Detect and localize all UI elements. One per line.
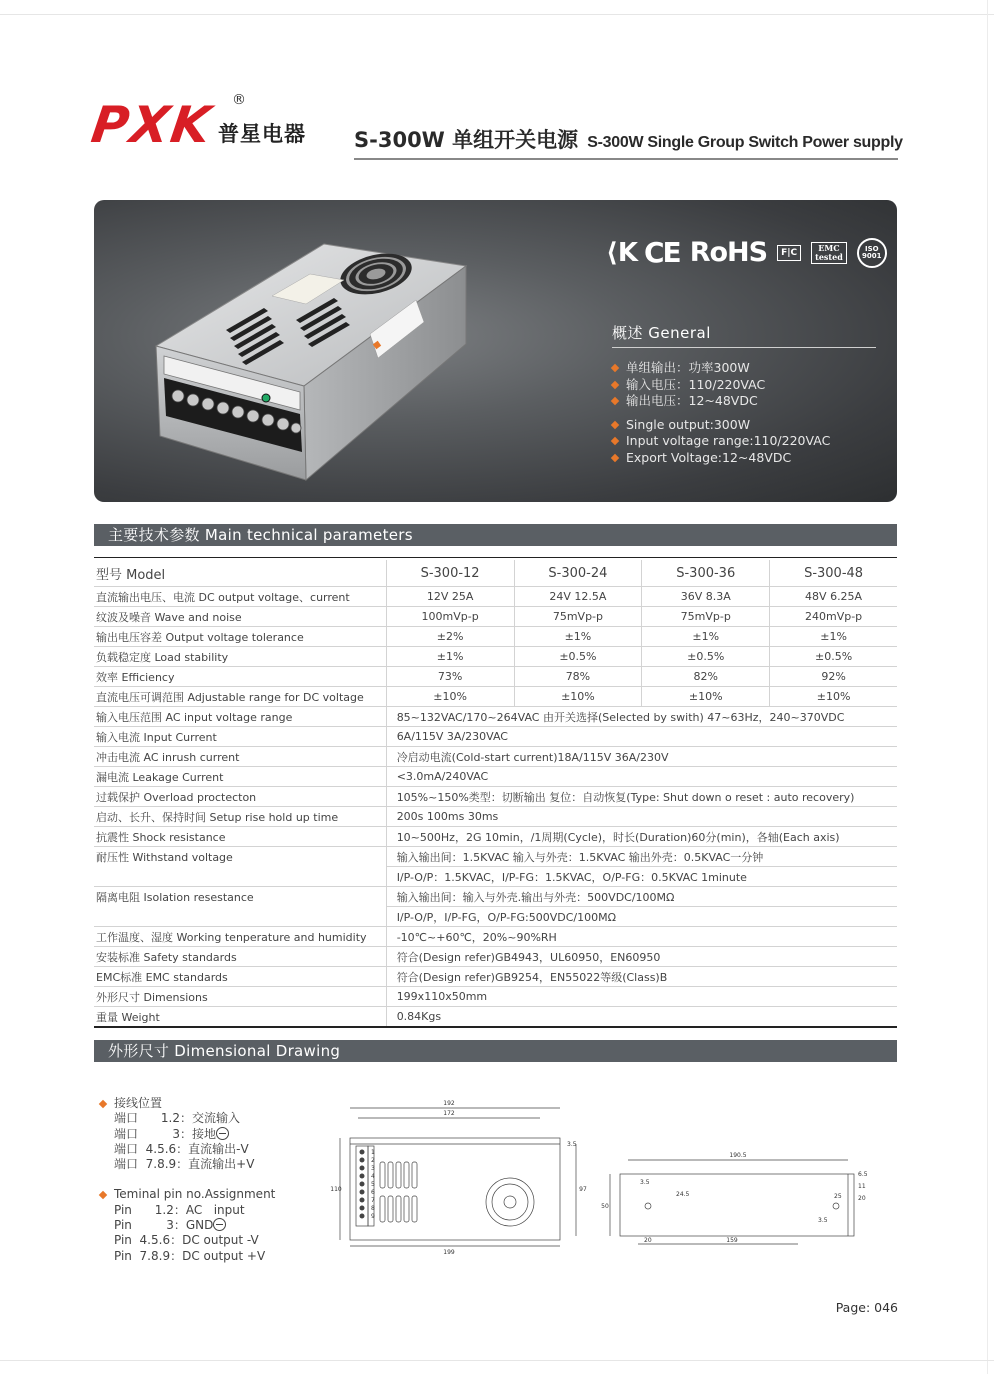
bullet-diamond-icon [611, 381, 619, 389]
param-value-cell: 10~500Hz，2G 10min，/1周期(Cycle)，时长(Duration)60分(min)，各轴(Each axis) [386, 827, 897, 847]
table-row [94, 727, 897, 747]
param-value-cell: 75mVp-p [514, 607, 642, 627]
param-label-cell: 输入电压范围 AC input voltage range [94, 707, 386, 727]
bullet-diamond-icon [99, 1191, 107, 1199]
drawing-pin-number: 4 [371, 1173, 375, 1180]
drawing-pin-number: 1 [371, 1149, 375, 1156]
table-header-row [94, 560, 897, 587]
param-label-cell: 抗震性 Shock resistance [94, 827, 386, 847]
dim-side-159: 159 [726, 1237, 738, 1244]
param-label-cell: 隔离电阻 Isolation resestance [94, 887, 386, 907]
model-name-cell: S-300-12 [386, 560, 514, 587]
general-spec-list [612, 360, 830, 466]
param-value-cell: 105%~150%类型：切断输出 复位：自动恢复(Type: Shut down o reset : auto recovery) [386, 787, 897, 807]
param-value-cell: ±1% [514, 627, 642, 647]
param-label-cell: 工作温度、湿度 Working tenperature and humidity [94, 927, 386, 947]
param-label-cell [94, 867, 386, 887]
page-title [354, 124, 903, 160]
param-label-cell: 纹波及噪音 Wave and noise [94, 607, 386, 627]
general-item-en: Single output:300W [612, 417, 830, 434]
param-label-cell: 负载稳定度 Load stability [94, 647, 386, 667]
table-row [94, 887, 897, 907]
param-value-cell: 73% [386, 667, 514, 687]
dim-length-172: 172 [443, 1110, 455, 1117]
page-title-en: S-300W Single Group Switch Power supply [587, 134, 903, 151]
param-value-cell: ±2% [386, 627, 514, 647]
param-label-cell: 外形尺寸 Dimensions [94, 987, 386, 1007]
rohs-cert-icon: RoHS [689, 237, 768, 268]
bullet-diamond-icon [611, 421, 619, 429]
table-row [94, 807, 897, 827]
param-value-cell: 82% [642, 667, 770, 687]
dim-offset-3-5: 3.5 [567, 1141, 577, 1148]
table-row [94, 627, 897, 647]
param-label-cell: 耐压性 Withstand voltage [94, 847, 386, 867]
bullet-diamond-icon [611, 364, 619, 372]
dim-side-3-5b: 3.5 [818, 1217, 828, 1224]
drawing-pin-number: 9 [371, 1213, 375, 1220]
drawing-pin-number: 8 [371, 1205, 375, 1212]
drawing-pin-numbers [371, 1149, 375, 1220]
drawing-pin-number: 5 [371, 1181, 375, 1188]
param-label-cell [94, 907, 386, 927]
param-value-cell: 36V 8.3A [642, 587, 770, 607]
param-label-cell: 直流输出电压、电流 DC output voltage、current [94, 587, 386, 607]
dim-side-190-5: 190.5 [729, 1152, 747, 1159]
dim-length-192: 192 [443, 1100, 455, 1107]
general-item-en: Export Voltage:12~48VDC [612, 450, 830, 467]
page-number: Page: 046 [835, 1300, 898, 1315]
param-value-cell: ±1% [770, 627, 897, 647]
param-value-cell: 0.84Kgs [386, 1007, 897, 1028]
param-label-cell: 启动、长升、保持时间 Setup rise hold up time [94, 807, 386, 827]
table-row [94, 947, 897, 967]
kc-cert-icon: ⟨K [605, 237, 639, 268]
certification-logos [605, 236, 887, 269]
param-value-cell: ±10% [770, 687, 897, 707]
param-value-cell: <3.0mA/240VAC [386, 767, 897, 787]
param-value-cell: 输入输出间：1.5KVAC 输入与外壳：1.5KVAC 输出外壳：0.5KVAC一分钟 [386, 847, 897, 867]
model-name-cell: S-300-48 [770, 560, 897, 587]
param-value-cell: 6A/115V 3A/230VAC [386, 727, 897, 747]
dim-height-97: 97 [579, 1186, 587, 1193]
dimensional-drawing [328, 1096, 888, 1256]
dim-side-24-5: 24.5 [676, 1191, 690, 1198]
drawing-pin-number: 2 [371, 1157, 375, 1164]
ground-symbol-icon [216, 1127, 229, 1140]
pins-cn-heading: 接线位置 [100, 1096, 275, 1111]
page-title-cn: S-300W 单组开关电源 [354, 128, 579, 152]
params-top-rule [94, 557, 897, 558]
terminal-pin-assignment [100, 1096, 275, 1264]
param-value-cell: 78% [514, 667, 642, 687]
bullet-diamond-icon [611, 454, 619, 462]
power-supply-product-image [134, 214, 534, 494]
brand-logo-mark: PXK [87, 96, 217, 154]
param-label-cell: 冲击电流 AC inrush current [94, 747, 386, 767]
general-title: 概述 General [612, 322, 876, 348]
dim-side-11: 11 [858, 1183, 866, 1190]
param-value-cell: -10℃~+60℃，20%~90%RH [386, 927, 897, 947]
pin-line-en: Pin 4.5.6：DC output -V [114, 1233, 259, 1248]
table-row [94, 967, 897, 987]
table-row [94, 687, 897, 707]
param-value-cell: 冷启动电流(Cold-start current)18A/115V 36A/230V [386, 747, 897, 767]
table-row [94, 767, 897, 787]
table-row [94, 827, 897, 847]
general-item-cn: 输入电压：110/220VAC [612, 377, 830, 394]
param-value-cell: 199x110x50mm [386, 987, 897, 1007]
table-row [94, 587, 897, 607]
param-value-cell: 75mVp-p [642, 607, 770, 627]
pin-line-en: Pin 7.8.9：DC output +V [114, 1248, 266, 1263]
model-name-cell: S-300-36 [642, 560, 770, 587]
page-frame-right [987, 0, 988, 1374]
brand-name-cn: 普星电器 [217, 122, 306, 146]
param-label-cell: EMC标准 EMC standards [94, 967, 386, 987]
bullet-diamond-icon [611, 437, 619, 445]
table-row [94, 927, 897, 947]
emc-cert-icon: EMC tested [811, 242, 847, 264]
pin-line-en: Pin 1.2：AC input [114, 1202, 245, 1217]
dim-side-6-5: 6.5 [858, 1171, 868, 1178]
params-section-bar: 主要技术参数 Main technical parameters [94, 524, 897, 546]
pins-en-heading: Teminal pin no.Assignment [100, 1187, 275, 1202]
dim-side-50: 50 [601, 1203, 609, 1210]
param-label-cell: 安装标准 Safety standards [94, 947, 386, 967]
param-label-cell: 漏电流 Leakage Current [94, 767, 386, 787]
param-value-cell: I/P-O/P，I/P-FG，O/P-FG:500VDC/100MΩ [386, 907, 897, 927]
product-hero-banner [94, 200, 897, 502]
pin-line-en: Pin 3：GND [100, 1218, 275, 1233]
drawing-pin-number: 3 [371, 1165, 375, 1172]
table-row [94, 607, 897, 627]
dim-length-199: 199 [443, 1249, 455, 1256]
param-value-cell: ±10% [514, 687, 642, 707]
param-value-cell: ±10% [386, 687, 514, 707]
param-label-cell: 输出电压容差 Output voltage tolerance [94, 627, 386, 647]
brand-logo [87, 92, 306, 154]
param-value-cell: 12V 25A [386, 587, 514, 607]
dim-side-20: 20 [644, 1237, 652, 1244]
param-value-cell: 符合(Design refer)GB4943，UL60950，EN60950 [386, 947, 897, 967]
param-label-cell: 输入电流 Input Current [94, 727, 386, 747]
page-frame-bottom [0, 1360, 994, 1361]
general-item-en: Input voltage range:110/220VAC [612, 433, 830, 450]
param-value-cell: 输入输出间：输入与外壳.输出与外壳：500VDC/100MΩ [386, 887, 897, 907]
pin-line-cn: 端口 4.5.6：直流输出-V [114, 1141, 249, 1156]
param-value-cell: 符合(Design refer)GB9254，EN55022等级(Class)B [386, 967, 897, 987]
table-row [94, 1007, 897, 1028]
param-value-cell: 200s 100ms 30ms [386, 807, 897, 827]
dim-side-25: 25 [834, 1193, 842, 1200]
page-frame-top [0, 14, 994, 15]
drawing-pin-number: 7 [371, 1197, 375, 1204]
technical-parameters-table [94, 560, 897, 1028]
param-value-cell: 92% [770, 667, 897, 687]
param-value-cell: ±0.5% [770, 647, 897, 667]
table-row [94, 787, 897, 807]
table-row [94, 987, 897, 1007]
drawing-pin-number: 6 [371, 1189, 375, 1196]
ce-cert-icon: CE [644, 236, 680, 269]
param-value-cell: ±0.5% [642, 647, 770, 667]
param-label-cell: 重量 Weight [94, 1007, 386, 1028]
param-label-cell: 过载保护 Overload proctecton [94, 787, 386, 807]
param-value-cell: ±0.5% [514, 647, 642, 667]
table-row [94, 907, 897, 927]
pin-line-cn: 端口 3：接地 [100, 1127, 275, 1142]
param-value-cell: I/P-O/P：1.5KVAC，I/P-FG：1.5KVAC，O/P-FG：0.5KVAC 1minute [386, 867, 897, 887]
dim-width-110: 110 [330, 1186, 342, 1193]
dimension-section-bar: 外形尺寸 Dimensional Drawing [94, 1040, 897, 1062]
fc-cert-icon: F|C [777, 245, 801, 261]
param-value-cell: ±1% [386, 647, 514, 667]
param-value-cell: 240mVp-p [770, 607, 897, 627]
table-row [94, 847, 897, 867]
param-label-cell: 直流电压可调范围 Adjustable range for DC voltage [94, 687, 386, 707]
param-value-cell: ±1% [642, 627, 770, 647]
bullet-diamond-icon [99, 1099, 107, 1107]
registered-mark: ® [232, 92, 246, 108]
param-value-cell: 24V 12.5A [514, 587, 642, 607]
general-item-cn: 单组输出：功率300W [612, 360, 830, 377]
param-value-cell: 85~132VAC/170~264VAC 由开关选择(Selected by swith) 47~63Hz，240~370VDC [386, 707, 897, 727]
param-value-cell: ±10% [642, 687, 770, 707]
pin-line-cn: 端口 7.8.9：直流输出+V [114, 1157, 255, 1172]
bullet-diamond-icon [611, 397, 619, 405]
model-label-cell: 型号 Model [94, 560, 386, 587]
model-name-cell: S-300-24 [514, 560, 642, 587]
param-label-cell: 效率 Efficiency [94, 667, 386, 687]
general-item-cn: 输出电压：12~48VDC [612, 393, 830, 410]
param-value-cell: 100mVp-p [386, 607, 514, 627]
ground-symbol-icon [213, 1218, 226, 1231]
param-value-cell: 48V 6.25A [770, 587, 897, 607]
table-row [94, 707, 897, 727]
table-row [94, 667, 897, 687]
dim-side-3-5: 3.5 [640, 1179, 650, 1186]
table-row [94, 647, 897, 667]
table-row [94, 747, 897, 767]
iso-cert-icon: ISO 9001 [857, 238, 887, 268]
dim-side-20b: 20 [858, 1195, 866, 1202]
table-row [94, 867, 897, 887]
pin-line-cn: 端口 1.2：交流输入 [114, 1111, 240, 1126]
